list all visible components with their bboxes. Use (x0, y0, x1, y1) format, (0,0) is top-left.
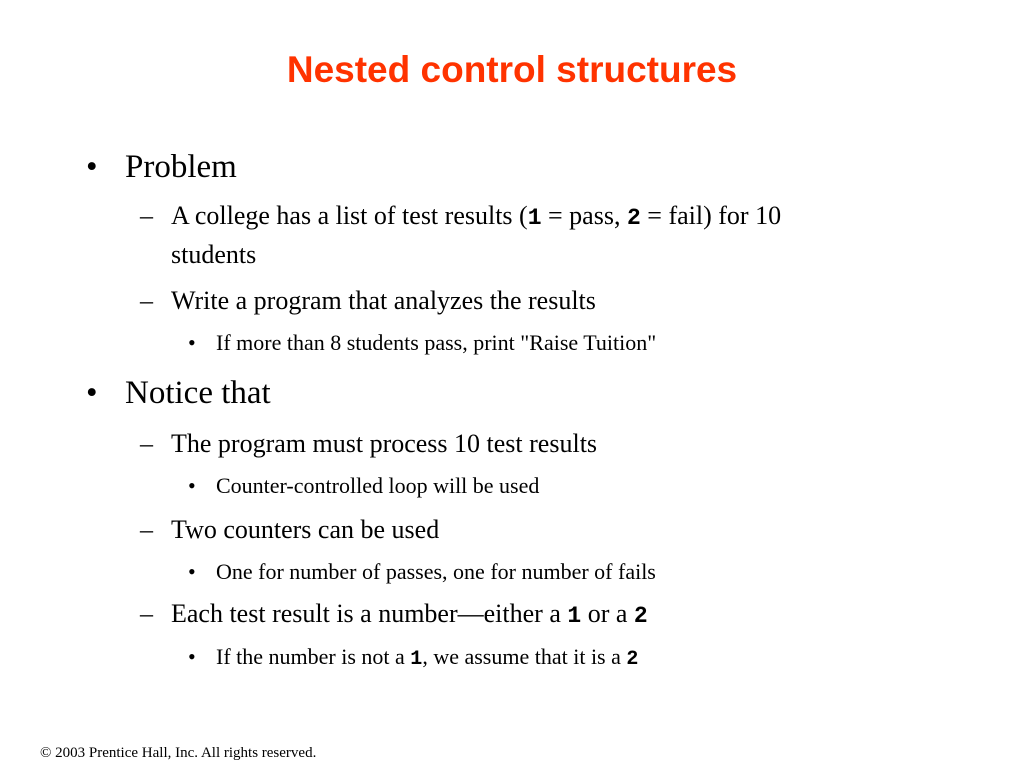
dash-marker: – (140, 515, 153, 544)
code-value: 1 (410, 648, 423, 671)
slide-title: Nested control structures (286, 49, 738, 90)
sub-item-counters-text: Two counters can be used (171, 515, 440, 544)
sub-item-program-text: Write a program that analyzes the results (171, 286, 596, 315)
code-value: 1 (567, 603, 582, 629)
bullet-marker: • (86, 375, 98, 411)
text-segment: Each test result is a number—either a (171, 599, 568, 628)
bullet-notice-text: Notice that (125, 375, 271, 411)
text-segment: = pass, (541, 201, 627, 230)
copyright-footer: © 2003 Prentice Hall, Inc. All rights reserved. (40, 745, 317, 761)
bullet-problem-text: Problem (125, 149, 237, 185)
dash-marker: – (140, 201, 153, 230)
bullet-marker: • (188, 473, 196, 498)
dash-marker: – (140, 286, 153, 315)
sub-item-college-text (171, 197, 781, 237)
code-value: 2 (633, 603, 648, 629)
dash-marker: – (140, 429, 153, 458)
bullet-marker: • (188, 559, 196, 584)
bullet-marker: • (188, 644, 196, 669)
sub-item-college-continuation: students (171, 240, 257, 269)
sub-sub-item-raise-tuition-text: If more than 8 students pass, print "Raise Tuition" (216, 330, 657, 355)
sub-item-each-result-text (171, 595, 648, 635)
sub-sub-item-passes-text: One for number of passes, one for number of fails (216, 559, 656, 584)
bullet-marker: • (188, 330, 196, 355)
text-segment: , we assume that it is a (422, 644, 627, 669)
bullet-marker: • (86, 149, 98, 185)
sub-item-process-text: The program must process 10 test results (171, 429, 598, 458)
code-value: 1 (527, 205, 542, 231)
text-segment: or a (581, 599, 634, 628)
text-segment: = fail) for 10 (640, 201, 782, 230)
sub-sub-item-loop-text: Counter-controlled loop will be used (216, 473, 540, 498)
sub-sub-item-assume-text (216, 642, 638, 675)
code-value: 2 (626, 205, 641, 231)
text-segment: If the number is not a (216, 644, 411, 669)
text-segment: A college has a list of test results ( (171, 201, 528, 230)
code-value: 2 (626, 648, 639, 671)
dash-marker: – (140, 599, 153, 628)
